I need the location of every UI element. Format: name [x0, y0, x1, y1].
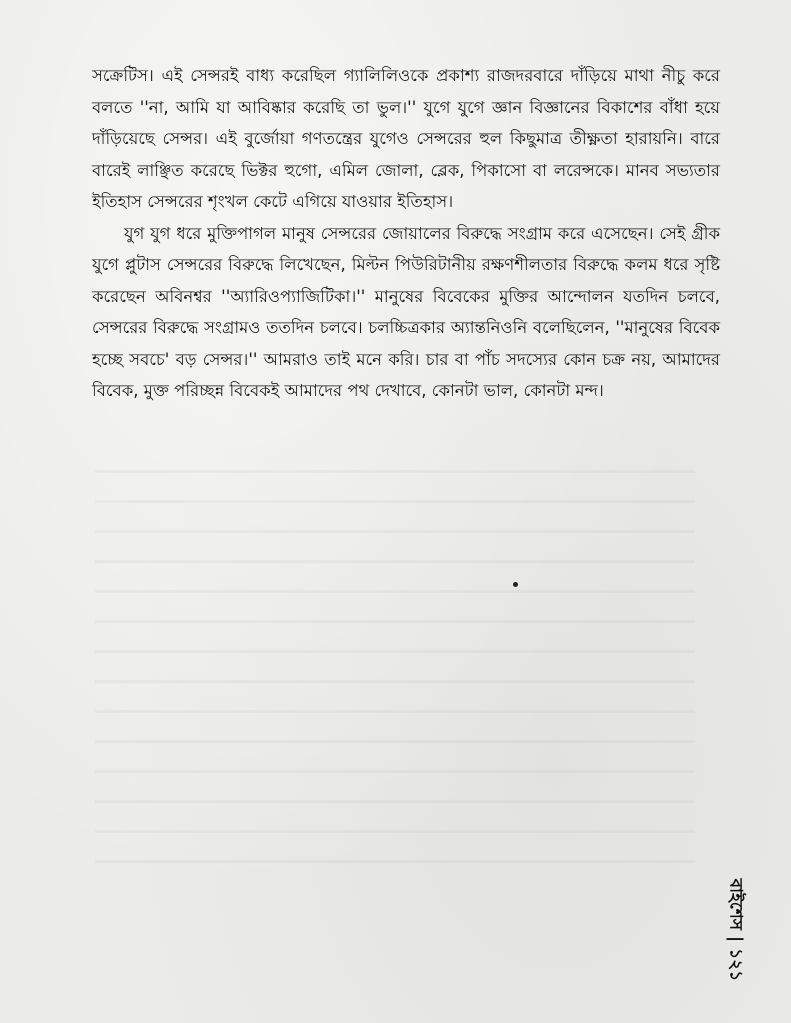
ink-speck [513, 582, 518, 587]
paragraph-1: সক্রেটিস। এই সেন্সরই বাধ্য করেছিল গ্যালিলিওকে প্রকাশ্য রাজদরবারে দাঁড়িয়ে মাথা নীচু করে বলতে ''না, আমি যা আবিষ্কার করেছি তা ভুল।'' যুগে যুগে জ্ঞান বিজ্ঞানের বিকাশের বাঁধা হয়ে দাঁড়িয়েছে সেন্সর। এই বুর্জোয়া গণতন্ত্রের যুগেও সেন্সরের হুল কিছুমাত্র তীক্ষ্ণতা হারায়নি। বারে বারেই লাঞ্ছিত করেছে ভিক্টর হুগো, এমিল জোলা, ব্লেক, পিকাসো বা লরেন্সকে। মানব সভ্যতার ইতিহাস সেন্সরের শৃংখল কেটে এগিয়ে যাওয়ার ইতিহাস। [92, 66, 720, 211]
footer-separator: | [725, 936, 746, 943]
paragraph-2: যুগ যুগ ধরে মুক্তিপাগল মানুষ সেন্সরের জোয়ালের বিরুদ্ধে সংগ্রাম করে এসেছেন। সেই গ্রীক যুগে প্লুটাস সেন্সরের বিরুদ্ধে লিখেছেন, মিল্টন পিউরিটানীয় রক্ষণশীলতার বিরুদ্ধে কলম ধরে সৃষ্টি করেছেন অবিনশ্বর ''অ্যারিওপ্যাজিটিকা।'' মানুষের বিবেকের মুক্তির আন্দোলন যতদিন চলবে, সেন্সরের বিরুদ্ধে সংগ্রামও ততদিন চলবে। চলচ্চিত্রকার অ্যান্তনিওনি বলেছিলেন, ''মানুষের বিবেক হচ্ছে সবচে' বড় সেন্সর।'' আমরাও তাই মনে করি। চার বা পাঁচ সদস্যের কোন চক্র নয়, আমাদের বিবেক, মুক্ত পরিচ্ছন্ন বিবেকই আমাদের পথ দেখাবে, কোনটা ভাল, কোনটা মন্দ। [92, 223, 720, 400]
running-footer [719, 860, 749, 1000]
body-text [92, 60, 720, 407]
page-number: ১২১ [725, 948, 746, 982]
bleed-through-text [95, 470, 695, 890]
running-footer-text [720, 879, 748, 982]
section-name: বাইশেস [725, 878, 746, 931]
